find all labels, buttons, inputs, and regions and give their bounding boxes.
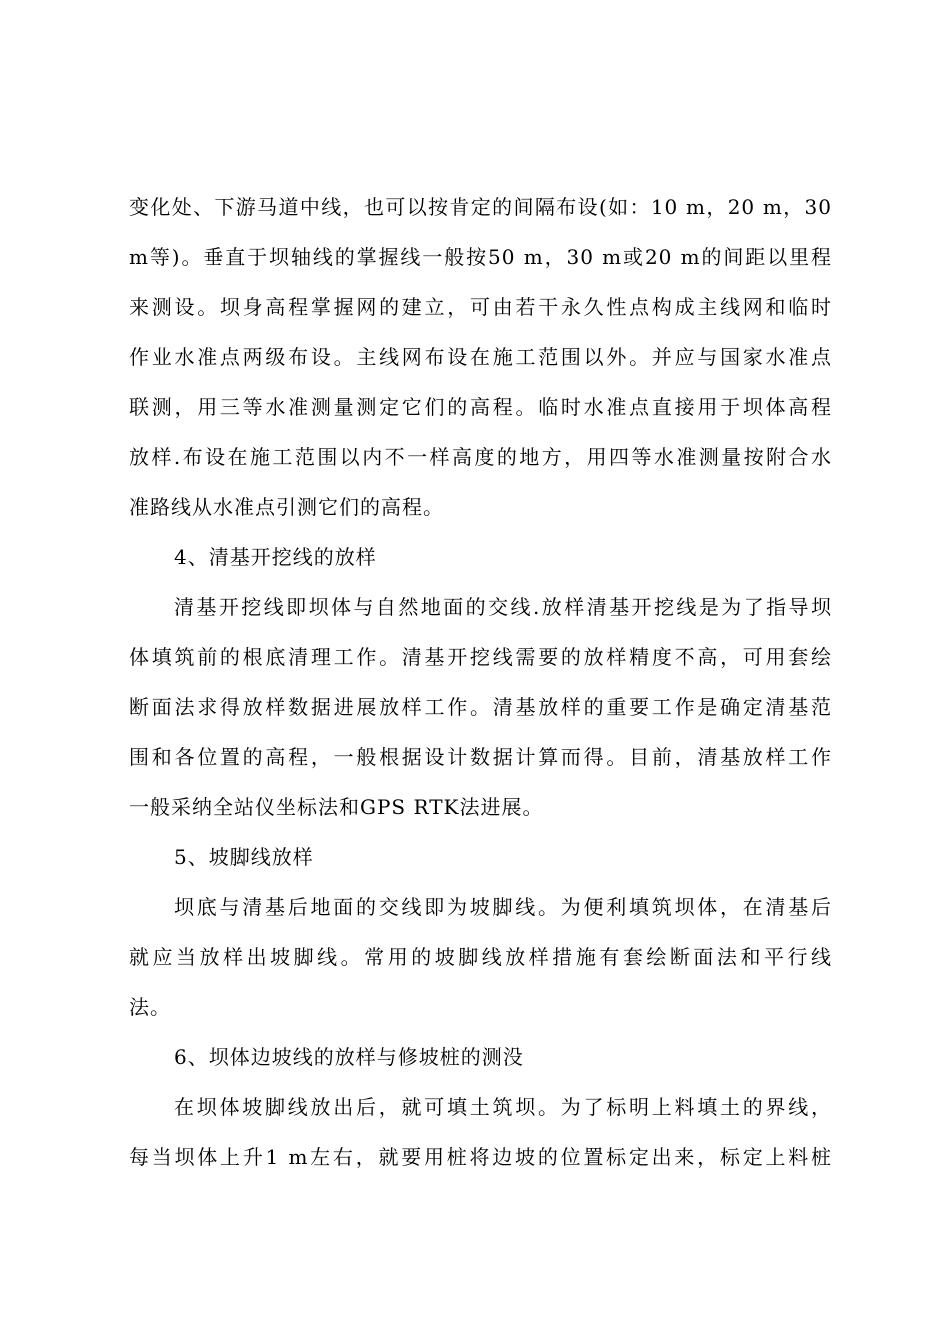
text-line: 法。	[129, 995, 171, 1019]
text-line: 准路线从水准点引测它们的高程。	[129, 495, 444, 519]
text-line: 围和各位置的高程，一般根据设计数据计算而得。目前，清基放样工作	[129, 745, 832, 769]
text-line: 在坝体坡脚线放出后，就可填土筑坝。为了标明上料填土的界线，	[174, 1095, 832, 1119]
text-line: 每当坝体上升1 m左右，就要用桩将边坡的位置标定出来，标定上料桩	[129, 1145, 832, 1169]
text-line: 作业水准点两级布设。主线网布设在施工范围以外。并应与国家水准点	[129, 345, 832, 369]
text-line: 体填筑前的根底清理工作。清基开挖线需要的放样精度不高，可用套绘	[129, 645, 832, 669]
section-heading-6: 6、坝体边坡线的放样与修坡桩的测没	[174, 1045, 524, 1069]
text-line: 坝底与清基后地面的交线即为坡脚线。为便利填筑坝体，在清基后	[174, 895, 832, 919]
text-line: 清基开挖线即坝体与自然地面的交线.放样清基开挖线是为了指导坝	[174, 595, 832, 619]
text-line: 变化处、下游马道中线，也可以按肯定的间隔布设(如：10 m，20 m，30	[129, 195, 832, 219]
text-line: 就应当放样出坡脚线。常用的坡脚线放样措施有套绘断面法和平行线	[129, 945, 832, 969]
section-heading-4: 4、清基开挖线的放样	[174, 545, 377, 569]
text-line: 断面法求得放样数据进展放样工作。清基放样的重要工作是确定清基范	[129, 695, 832, 719]
text-line: 放样.布设在施工范围以内不一样高度的地方，用四等水准测量按附合水	[129, 445, 832, 469]
text-line: 来测设。坝身高程掌握网的建立，可由若干永久性点构成主线网和临时	[129, 295, 832, 319]
section-heading-5: 5、坡脚线放样	[174, 845, 314, 869]
text-line: m等)。垂直于坝轴线的掌握线一般按50 m，30 m或20 m的间距以里程	[129, 245, 832, 269]
text-line: 联测，用三等水准测量测定它们的高程。临时水准点直接用于坝体高程	[129, 395, 832, 419]
text-line: 一般采纳全站仪坐标法和GPS RTK法进展。	[129, 795, 544, 819]
